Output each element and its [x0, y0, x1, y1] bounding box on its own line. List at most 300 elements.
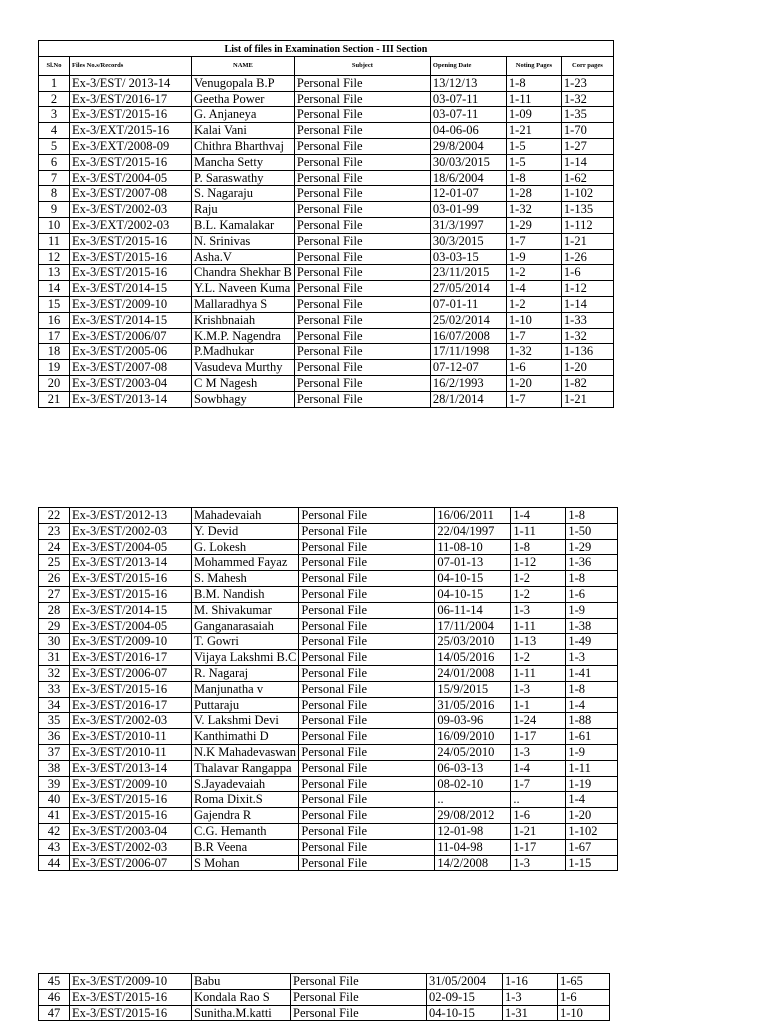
cell-corr-pages: 1-14	[561, 154, 613, 170]
table-row	[39, 618, 618, 634]
cell-opening-date: 08-02-10	[435, 776, 511, 792]
table-row	[39, 586, 618, 602]
cell-noting-pages: 1-8	[511, 539, 566, 555]
cell-slno: 16	[39, 312, 70, 328]
table-row	[39, 555, 618, 571]
cell-noting-pages: 1-7	[506, 391, 561, 407]
cell-opening-date: 16/09/2010	[435, 729, 511, 745]
cell-noting-pages: 1-3	[511, 681, 566, 697]
cell-subject: Personal File	[294, 154, 430, 170]
cell-noting-pages: 1-6	[511, 808, 566, 824]
cell-slno: 36	[39, 729, 70, 745]
cell-subject: Personal File	[299, 744, 435, 760]
cell-slno: 10	[39, 217, 70, 233]
cell-name: G. Lokesh	[192, 539, 299, 555]
table-row	[39, 989, 610, 1005]
cell-corr-pages: 1-36	[566, 555, 618, 571]
cell-file-no: Ex-3/EST/2007-08	[70, 360, 192, 376]
cell-noting-pages: 1-16	[503, 974, 558, 990]
cell-file-no: Ex-3/EST/2014-15	[70, 312, 192, 328]
table-row	[39, 634, 618, 650]
cell-corr-pages: 1-82	[561, 375, 613, 391]
cell-subject: Personal File	[294, 375, 430, 391]
cell-name: V. Lakshmi Devi	[192, 713, 299, 729]
cell-noting-pages: 1-11	[511, 523, 566, 539]
cell-corr-pages: 1-67	[566, 839, 618, 855]
table-row	[39, 202, 614, 218]
cell-name: Chithra Bharthvaj	[192, 138, 295, 154]
sheet-title: List of files in Examination Section - III Section	[39, 41, 614, 57]
cell-subject: Personal File	[294, 249, 430, 265]
cell-corr-pages: 1-11	[566, 760, 618, 776]
header-corr-pages: Corr pages	[561, 56, 613, 75]
cell-slno: 47	[39, 1005, 70, 1021]
cell-name: K.M.P. Nagendra	[192, 328, 295, 344]
cell-corr-pages: 1-15	[566, 855, 618, 871]
cell-name: S. Nagaraju	[192, 186, 295, 202]
cell-slno: 14	[39, 281, 70, 297]
cell-subject: Personal File	[294, 186, 430, 202]
cell-noting-pages: 1-2	[511, 650, 566, 666]
cell-corr-pages: 1-12	[561, 281, 613, 297]
cell-opening-date: 31/05/2016	[435, 697, 511, 713]
cell-subject: Personal File	[299, 508, 435, 524]
cell-name: Sunitha.M.katti	[192, 1005, 291, 1021]
cell-noting-pages: 1-12	[511, 555, 566, 571]
cell-opening-date: 29/08/2012	[435, 808, 511, 824]
cell-file-no: Ex-3/EST/2003-04	[70, 375, 192, 391]
cell-noting-pages: 1-28	[506, 186, 561, 202]
table-row	[39, 650, 618, 666]
cell-name: Venugopala B.P	[192, 75, 295, 91]
cell-file-no: Ex-3/EST/2015-16	[70, 265, 192, 281]
cell-subject: Personal File	[291, 989, 427, 1005]
cell-subject: Personal File	[299, 586, 435, 602]
cell-slno: 18	[39, 344, 70, 360]
cell-slno: 6	[39, 154, 70, 170]
cell-file-no: Ex-3/EST/2002-03	[70, 713, 192, 729]
cell-name: C.G. Hemanth	[192, 823, 299, 839]
cell-opening-date: 04-10-15	[435, 571, 511, 587]
table-row	[39, 91, 614, 107]
cell-opening-date: 14/05/2016	[435, 650, 511, 666]
cell-noting-pages: 1-4	[511, 508, 566, 524]
cell-slno: 19	[39, 360, 70, 376]
cell-noting-pages: 1-2	[506, 265, 561, 281]
table-row	[39, 107, 614, 123]
cell-name: S Mohan	[192, 855, 299, 871]
cell-opening-date: 18/6/2004	[430, 170, 506, 186]
cell-noting-pages: 1-5	[506, 138, 561, 154]
table-row	[39, 312, 614, 328]
cell-opening-date: 27/05/2014	[430, 281, 506, 297]
cell-subject: Personal File	[299, 539, 435, 555]
cell-opening-date: 03-07-11	[430, 107, 506, 123]
cell-noting-pages: 1-8	[506, 75, 561, 91]
cell-noting-pages: 1-3	[511, 855, 566, 871]
table-row	[39, 138, 614, 154]
cell-subject: Personal File	[294, 328, 430, 344]
cell-opening-date: 16/2/1993	[430, 375, 506, 391]
cell-file-no: Ex-3/EST/2006/07	[70, 328, 192, 344]
table-row	[39, 328, 614, 344]
cell-corr-pages: 1-19	[566, 776, 618, 792]
table-row	[39, 974, 610, 990]
cell-file-no: Ex-3/EST/2004-05	[70, 539, 192, 555]
header-files: Files No.s/Records	[70, 56, 192, 75]
cell-subject: Personal File	[294, 91, 430, 107]
cell-subject: Personal File	[294, 217, 430, 233]
cell-opening-date: 28/1/2014	[430, 391, 506, 407]
table-row	[39, 823, 618, 839]
cell-slno: 25	[39, 555, 70, 571]
cell-opening-date: 16/07/2008	[430, 328, 506, 344]
cell-corr-pages: 1-14	[561, 296, 613, 312]
cell-name: N.K Mahadevaswan	[192, 744, 299, 760]
cell-file-no: Ex-3/EST/2015-16	[70, 792, 192, 808]
cell-corr-pages: 1-102	[561, 186, 613, 202]
cell-file-no: Ex-3/EST/2009-10	[70, 776, 192, 792]
cell-subject: Personal File	[299, 839, 435, 855]
cell-opening-date: 25/02/2014	[430, 312, 506, 328]
cell-corr-pages: 1-35	[561, 107, 613, 123]
cell-name: Mahadevaiah	[192, 508, 299, 524]
cell-corr-pages: 1-21	[561, 233, 613, 249]
cell-noting-pages: 1-9	[506, 249, 561, 265]
cell-file-no: Ex-3/EST/2015-16	[70, 233, 192, 249]
cell-noting-pages: 1-31	[503, 1005, 558, 1021]
table-row	[39, 744, 618, 760]
cell-slno: 5	[39, 138, 70, 154]
cell-corr-pages: 1-41	[566, 665, 618, 681]
cell-name: Puttaraju	[192, 697, 299, 713]
cell-noting-pages: ..	[511, 792, 566, 808]
cell-opening-date: 31/3/1997	[430, 217, 506, 233]
cell-slno: 17	[39, 328, 70, 344]
cell-subject: Personal File	[294, 296, 430, 312]
cell-file-no: Ex-3/EST/2004-05	[70, 618, 192, 634]
cell-corr-pages: 1-20	[566, 808, 618, 824]
cell-noting-pages: 1-09	[506, 107, 561, 123]
cell-file-no: Ex-3/EST/2015-16	[70, 989, 192, 1005]
table-row	[39, 571, 618, 587]
cell-corr-pages: 1-29	[566, 539, 618, 555]
cell-name: Ganganarasaiah	[192, 618, 299, 634]
cell-slno: 24	[39, 539, 70, 555]
cell-name: Manjunatha v	[192, 681, 299, 697]
file-list-table-part-1	[38, 40, 614, 408]
cell-slno: 37	[39, 744, 70, 760]
cell-file-no: Ex-3/EST/2002-03	[70, 523, 192, 539]
cell-slno: 3	[39, 107, 70, 123]
cell-corr-pages: 1-8	[566, 681, 618, 697]
cell-name: M. Shivakumar	[192, 602, 299, 618]
cell-noting-pages: 1-5	[506, 154, 561, 170]
cell-name: Geetha Power	[192, 91, 295, 107]
cell-opening-date: ..	[435, 792, 511, 808]
cell-corr-pages: 1-62	[561, 170, 613, 186]
cell-corr-pages: 1-10	[558, 1005, 610, 1021]
cell-corr-pages: 1-27	[561, 138, 613, 154]
cell-slno: 2	[39, 91, 70, 107]
table-row	[39, 281, 614, 297]
table-row	[39, 265, 614, 281]
table-row	[39, 249, 614, 265]
cell-opening-date: 12-01-07	[430, 186, 506, 202]
cell-file-no: Ex-3/EST/2013-14	[70, 391, 192, 407]
table-row	[39, 602, 618, 618]
cell-name: Raju	[192, 202, 295, 218]
cell-name: B.R Veena	[192, 839, 299, 855]
cell-noting-pages: 1-32	[506, 202, 561, 218]
cell-subject: Personal File	[299, 602, 435, 618]
cell-corr-pages: 1-65	[558, 974, 610, 990]
cell-subject: Personal File	[299, 823, 435, 839]
table-row	[39, 217, 614, 233]
cell-slno: 23	[39, 523, 70, 539]
cell-subject: Personal File	[294, 138, 430, 154]
cell-opening-date: 16/06/2011	[435, 508, 511, 524]
cell-file-no: Ex-3/EST/2010-11	[70, 729, 192, 745]
cell-slno: 32	[39, 665, 70, 681]
header-slno: Sl.No	[39, 56, 70, 75]
cell-slno: 27	[39, 586, 70, 602]
cell-noting-pages: 1-32	[506, 344, 561, 360]
cell-opening-date: 24/05/2010	[435, 744, 511, 760]
cell-file-no: Ex-3/EST/2003-04	[70, 823, 192, 839]
cell-subject: Personal File	[299, 618, 435, 634]
cell-noting-pages: 1-11	[506, 91, 561, 107]
cell-subject: Personal File	[299, 634, 435, 650]
cell-noting-pages: 1-7	[506, 233, 561, 249]
cell-subject: Personal File	[299, 665, 435, 681]
cell-corr-pages: 1-6	[566, 586, 618, 602]
cell-noting-pages: 1-4	[506, 281, 561, 297]
cell-slno: 33	[39, 681, 70, 697]
cell-name: Asha.V	[192, 249, 295, 265]
cell-opening-date: 15/9/2015	[435, 681, 511, 697]
cell-subject: Personal File	[299, 681, 435, 697]
cell-slno: 15	[39, 296, 70, 312]
cell-corr-pages: 1-32	[561, 91, 613, 107]
cell-opening-date: 17/11/2004	[435, 618, 511, 634]
cell-file-no: Ex-3/EST/2004-05	[70, 170, 192, 186]
cell-corr-pages: 1-33	[561, 312, 613, 328]
cell-subject: Personal File	[294, 123, 430, 139]
cell-noting-pages: 1-3	[503, 989, 558, 1005]
cell-opening-date: 04-10-15	[427, 1005, 503, 1021]
cell-name: P.Madhukar	[192, 344, 295, 360]
cell-slno: 11	[39, 233, 70, 249]
cell-slno: 31	[39, 650, 70, 666]
cell-slno: 28	[39, 602, 70, 618]
cell-noting-pages: 1-3	[511, 602, 566, 618]
cell-file-no: Ex-3/EXT/2002-03	[70, 217, 192, 233]
cell-subject: Personal File	[294, 233, 430, 249]
table-row	[39, 792, 618, 808]
cell-opening-date: 29/8/2004	[430, 138, 506, 154]
cell-opening-date: 11-04-98	[435, 839, 511, 855]
cell-subject: Personal File	[294, 170, 430, 186]
cell-slno: 7	[39, 170, 70, 186]
cell-corr-pages: 1-88	[566, 713, 618, 729]
cell-subject: Personal File	[299, 855, 435, 871]
cell-noting-pages: 1-2	[511, 571, 566, 587]
cell-file-no: Ex-3/EST/2015-16	[70, 1005, 192, 1021]
cell-name: P. Saraswathy	[192, 170, 295, 186]
cell-corr-pages: 1-23	[561, 75, 613, 91]
cell-file-no: Ex-3/EST/2016-17	[70, 697, 192, 713]
table-row	[39, 75, 614, 91]
cell-name: S.Jayadevaiah	[192, 776, 299, 792]
cell-file-no: Ex-3/EST/ 2013-14	[70, 75, 192, 91]
table-row	[39, 729, 618, 745]
cell-slno: 46	[39, 989, 70, 1005]
cell-slno: 43	[39, 839, 70, 855]
cell-slno: 26	[39, 571, 70, 587]
cell-noting-pages: 1-21	[506, 123, 561, 139]
cell-corr-pages: 1-70	[561, 123, 613, 139]
cell-corr-pages: 1-9	[566, 602, 618, 618]
table-row	[39, 839, 618, 855]
cell-noting-pages: 1-11	[511, 618, 566, 634]
cell-slno: 45	[39, 974, 70, 990]
cell-subject: Personal File	[299, 792, 435, 808]
cell-opening-date: 09-03-96	[435, 713, 511, 729]
cell-name: Y.L. Naveen Kuma	[192, 281, 295, 297]
cell-opening-date: 12-01-98	[435, 823, 511, 839]
cell-noting-pages: 1-17	[511, 729, 566, 745]
cell-subject: Personal File	[299, 571, 435, 587]
header-subject: Subject	[294, 56, 430, 75]
cell-corr-pages: 1-112	[561, 217, 613, 233]
cell-file-no: Ex-3/EST/2012-13	[70, 508, 192, 524]
cell-name: Mohammed Fayaz	[192, 555, 299, 571]
cell-slno: 13	[39, 265, 70, 281]
cell-corr-pages: 1-61	[566, 729, 618, 745]
cell-noting-pages: 1-11	[511, 665, 566, 681]
cell-file-no: Ex-3/EST/2016-17	[70, 650, 192, 666]
cell-noting-pages: 1-7	[506, 328, 561, 344]
cell-corr-pages: 1-8	[566, 571, 618, 587]
cell-file-no: Ex-3/EST/2006-07	[70, 665, 192, 681]
cell-opening-date: 02-09-15	[427, 989, 503, 1005]
cell-noting-pages: 1-7	[511, 776, 566, 792]
cell-name: Kanthimathi D	[192, 729, 299, 745]
cell-subject: Personal File	[294, 202, 430, 218]
cell-name: Y. Devid	[192, 523, 299, 539]
cell-subject: Personal File	[294, 312, 430, 328]
table-row	[39, 1005, 610, 1021]
table-row	[39, 508, 618, 524]
cell-name: Thalavar Rangappa	[192, 760, 299, 776]
cell-file-no: Ex-3/EST/2015-16	[70, 249, 192, 265]
table-row	[39, 681, 618, 697]
cell-subject: Personal File	[299, 555, 435, 571]
cell-name: R. Nagaraj	[192, 665, 299, 681]
cell-file-no: Ex-3/EST/2013-14	[70, 555, 192, 571]
cell-name: Chandra Shekhar B	[192, 265, 295, 281]
cell-name: Roma Dixit.S	[192, 792, 299, 808]
table-row	[39, 186, 614, 202]
cell-noting-pages: 1-2	[511, 586, 566, 602]
cell-slno: 21	[39, 391, 70, 407]
cell-name: Krishbnaiah	[192, 312, 295, 328]
cell-slno: 41	[39, 808, 70, 824]
cell-name: Gajendra R	[192, 808, 299, 824]
table-row	[39, 296, 614, 312]
cell-opening-date: 30/03/2015	[430, 154, 506, 170]
cell-subject: Personal File	[299, 776, 435, 792]
cell-slno: 4	[39, 123, 70, 139]
cell-noting-pages: 1-29	[506, 217, 561, 233]
cell-corr-pages: 1-50	[566, 523, 618, 539]
cell-opening-date: 03-01-99	[430, 202, 506, 218]
cell-slno: 12	[39, 249, 70, 265]
cell-slno: 22	[39, 508, 70, 524]
cell-name: T. Gowri	[192, 634, 299, 650]
cell-corr-pages: 1-26	[561, 249, 613, 265]
cell-opening-date: 13/12/13	[430, 75, 506, 91]
cell-corr-pages: 1-49	[566, 634, 618, 650]
cell-file-no: Ex-3/EST/2015-16	[70, 107, 192, 123]
cell-noting-pages: 1-24	[511, 713, 566, 729]
table-row	[39, 855, 618, 871]
cell-name: Vijaya Lakshmi B.C	[192, 650, 299, 666]
cell-corr-pages: 1-3	[566, 650, 618, 666]
cell-opening-date: 06-03-13	[435, 760, 511, 776]
cell-file-no: Ex-3/EST/2014-15	[70, 281, 192, 297]
cell-noting-pages: 1-8	[506, 170, 561, 186]
file-list-table-part-3	[38, 973, 610, 1021]
cell-noting-pages: 1-21	[511, 823, 566, 839]
cell-opening-date: 11-08-10	[435, 539, 511, 555]
cell-slno: 30	[39, 634, 70, 650]
cell-file-no: Ex-3/EST/2009-10	[70, 296, 192, 312]
cell-opening-date: 17/11/1998	[430, 344, 506, 360]
cell-subject: Personal File	[294, 344, 430, 360]
table-row	[39, 760, 618, 776]
cell-corr-pages: 1-6	[561, 265, 613, 281]
header-opening-date: Opening Date	[430, 56, 506, 75]
cell-corr-pages: 1-102	[566, 823, 618, 839]
cell-corr-pages: 1-20	[561, 360, 613, 376]
cell-file-no: Ex-3/EXT/2015-16	[70, 123, 192, 139]
cell-file-no: Ex-3/EST/2016-17	[70, 91, 192, 107]
cell-file-no: Ex-3/EST/2015-16	[70, 154, 192, 170]
cell-slno: 20	[39, 375, 70, 391]
cell-opening-date: 07-12-07	[430, 360, 506, 376]
cell-subject: Personal File	[294, 107, 430, 123]
cell-corr-pages: 1-32	[561, 328, 613, 344]
cell-name: B.M. Nandish	[192, 586, 299, 602]
cell-subject: Personal File	[299, 523, 435, 539]
cell-corr-pages: 1-38	[566, 618, 618, 634]
table-row	[39, 539, 618, 555]
table-row	[39, 391, 614, 407]
cell-name: S. Mahesh	[192, 571, 299, 587]
cell-subject: Personal File	[294, 265, 430, 281]
cell-slno: 40	[39, 792, 70, 808]
cell-corr-pages: 1-8	[566, 508, 618, 524]
cell-file-no: Ex-3/EST/2015-16	[70, 808, 192, 824]
cell-opening-date: 23/11/2015	[430, 265, 506, 281]
cell-file-no: Ex-3/EST/2005-06	[70, 344, 192, 360]
table-row	[39, 523, 618, 539]
cell-corr-pages: 1-136	[561, 344, 613, 360]
cell-subject: Personal File	[299, 760, 435, 776]
table-row	[39, 123, 614, 139]
